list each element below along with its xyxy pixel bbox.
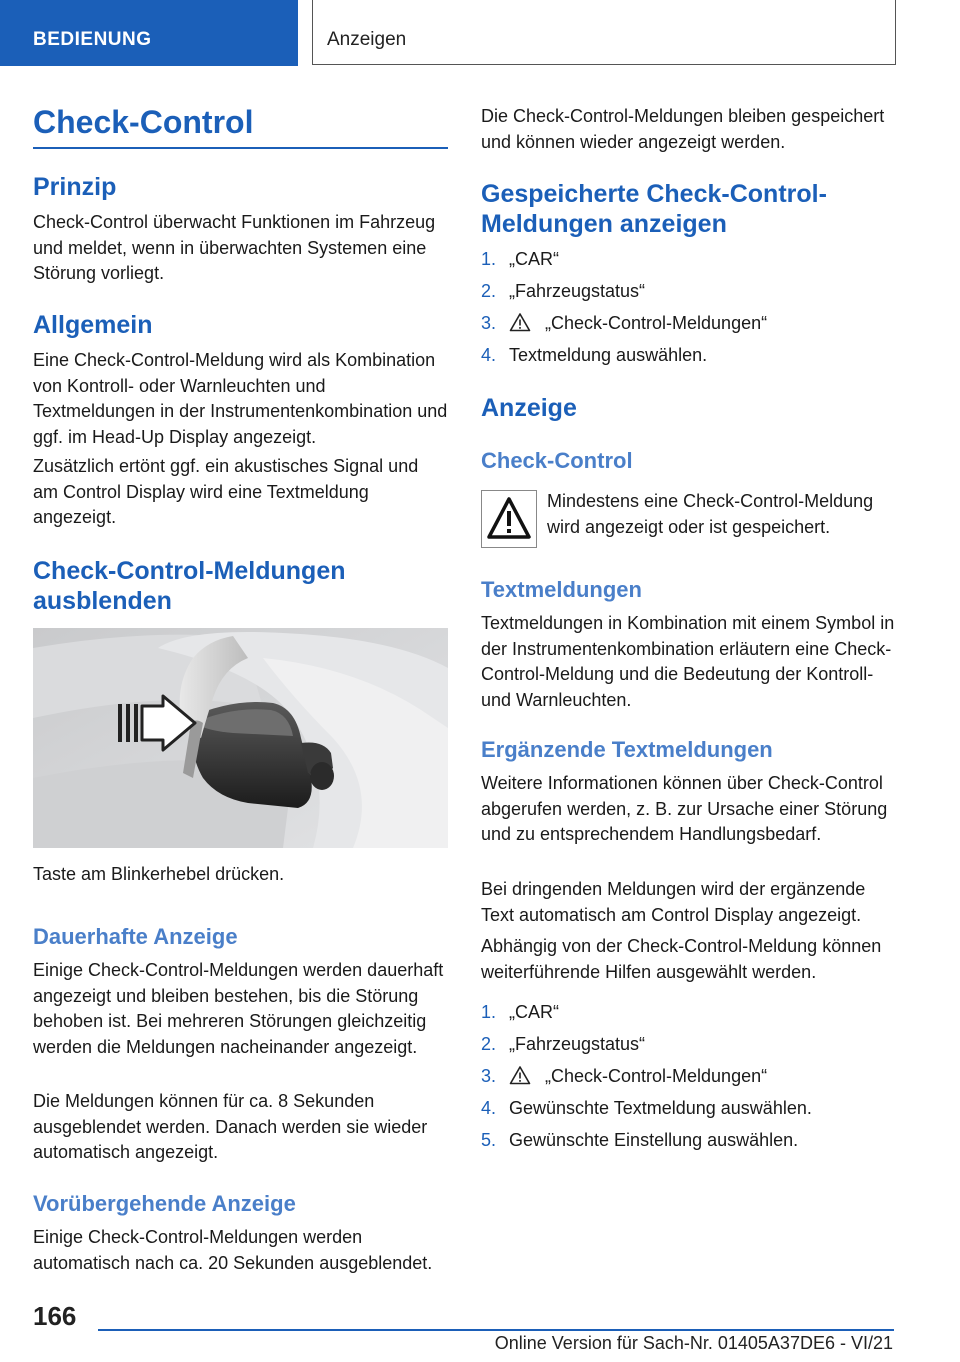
heading-dauerhaft: Dauerhafte Anzeige	[33, 924, 238, 949]
heading-ausblenden-line1: Check-Control-Meldungen	[33, 557, 346, 585]
heading-allgemein: Allgemein	[33, 311, 153, 339]
text-dauerhaft-1: Einige Check-Control-Meldungen werden dauerhaft angezeigt und bleiben bestehen, bis die Störung behoben ist. Bei mehreren Störungen gleichzeitig werden die Meldungen nacheinander angezeigt.	[33, 960, 444, 1057]
text-ergaenzend-3: Abhängig von der Check-Control-Meldung können weiterführende Hilfen ausgewählt werden.	[481, 936, 882, 982]
footer-rule	[98, 1329, 894, 1331]
heading-check-control: Check-Control	[481, 448, 633, 473]
text-intro: Die Check-Control-Meldungen bleiben gespeichert und können wieder angezeigt werden.	[481, 106, 885, 152]
text-allgemein-1: Eine Check-Control-Meldung wird als Kombination von Kontroll- oder Warnleuchten und Textmeldungen in der Instrumentenkombination und ggf. im Head-Up Display angezeigt.	[33, 350, 448, 447]
steps-gespeichert	[481, 243, 896, 371]
list-item: 2. „Fahrzeugstatus“	[481, 1034, 646, 1054]
text-prinzip: Check-Control überwacht Funktionen im Fahrzeug und meldet, wenn in überwachten Systemen eine Störung vorliegt.	[33, 212, 436, 283]
list-item: 4. Gewünschte Textmeldung auswählen.	[481, 1098, 812, 1118]
steps-ergaenzend	[481, 996, 896, 1156]
heading-prinzip: Prinzip	[33, 173, 117, 201]
lever-drawing	[33, 628, 448, 848]
turn-signal-lever-illustration	[33, 628, 448, 848]
text-textmeldungen: Textmeldungen in Kombination mit einem Symbol in der Instrumentenkombination erläutern eine Check-Control-Meldung und die Bedeutung der Kontroll- und Warnleuchten.	[481, 613, 895, 710]
warning-triangle-icon	[509, 312, 531, 332]
heading-ausblenden-line2: ausblenden	[33, 587, 172, 615]
text-voruebergehend: Einige Check-Control-Meldungen werden automatisch nach ca. 20 Sekunden ausgeblendet.	[33, 1227, 433, 1273]
heading-gespeichert-line1: Gespeicherte Check-Control-	[481, 180, 827, 208]
check-control-symbol	[481, 490, 537, 548]
figure-caption: Taste am Blinkerhebel drücken.	[33, 864, 285, 884]
page-title: Check-Control	[33, 104, 254, 140]
text-allgemein-2: Zusätzlich ertönt ggf. ein akustisches Signal und am Control Display wird eine Textmeldung angezeigt.	[33, 456, 419, 527]
title-rule	[33, 147, 448, 149]
list-item: 1. „CAR“	[481, 249, 559, 269]
heading-ausblenden	[33, 556, 346, 616]
heading-textmeldungen: Textmeldungen	[481, 577, 642, 602]
heading-anzeige: Anzeige	[481, 394, 577, 422]
heading-gespeichert	[481, 179, 827, 239]
footer-online-version: Online Version für Sach-Nr. 01405A37DE6 - VI/21	[494, 1333, 893, 1353]
list-item: 3. „Check-Control-Meldungen“	[481, 313, 768, 333]
text-check-control: Mindestens eine Check-Control-Meldung wird angezeigt oder ist gespeichert.	[547, 491, 874, 537]
section-label: BEDIENUNG	[33, 29, 152, 50]
heading-gespeichert-line2: Meldungen anzeigen	[481, 210, 727, 238]
list-item: 5. Gewünschte Einstellung auswählen.	[481, 1130, 799, 1150]
heading-ergaenzend: Ergänzende Textmeldungen	[481, 737, 773, 762]
warning-triangle-icon	[482, 491, 536, 547]
chapter-label: Anzeigen	[327, 29, 407, 50]
list-item: 2. „Fahrzeugstatus“	[481, 281, 646, 301]
list-item: 3. „Check-Control-Meldungen“	[481, 1066, 768, 1086]
list-item: 1. „CAR“	[481, 1002, 559, 1022]
section-tab	[0, 0, 298, 66]
list-item: 4. Textmeldung auswählen.	[481, 345, 708, 365]
text-ergaenzend-1: Weitere Informationen können über Check-Control abgerufen werden, z. B. zur Ursache einer Störung und zu entsprechendem Handlungsbedarf.	[481, 773, 888, 844]
heading-voruebergehend: Vorübergehende Anzeige	[33, 1191, 296, 1216]
chapter-tab	[312, 0, 896, 65]
warning-triangle-icon	[509, 1065, 531, 1085]
text-ergaenzend-2: Bei dringenden Meldungen wird der ergänzende Text automatisch am Control Display angezeigt.	[481, 879, 866, 925]
page-number: 166	[33, 1301, 77, 1331]
text-dauerhaft-2: Die Meldungen können für ca. 8 Sekunden ausgeblendet werden. Danach werden sie wieder automatisch angezeigt.	[33, 1091, 428, 1162]
